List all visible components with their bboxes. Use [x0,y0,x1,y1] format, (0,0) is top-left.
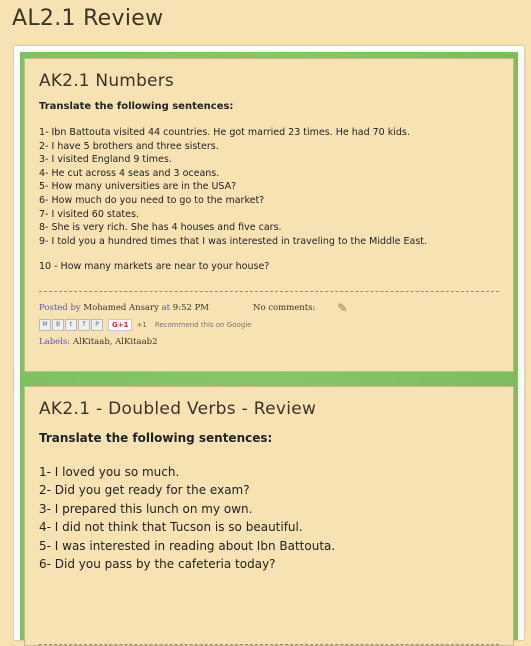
twitter-icon[interactable]: t [65,319,77,331]
sentence-list [39,126,499,248]
author-link[interactable]: Mohamed Ansary [83,303,159,314]
list-item: 7- I visited 60 states. [39,208,139,220]
list-item: 4- He cut across 4 seas and 3 oceans. [39,167,220,179]
edit-pencil-icon[interactable]: ✎ [337,301,348,316]
labels-row [39,337,499,347]
plus1-count: +1 [136,321,147,330]
recommend-text: Recommend this on Google [154,321,252,330]
facebook-icon[interactable]: f [78,319,90,331]
main-column [20,52,518,640]
list-item: 4- I did not think that Tucson is so beautiful. [39,520,303,535]
gplus-button[interactable]: G+1 [108,319,132,331]
list-item: 2- Did you get ready for the exam? [39,483,250,498]
post-doubled-verbs [24,386,514,646]
sentence-list [39,463,499,573]
share-bar [39,319,499,331]
outer-frame [14,46,524,640]
list-item: 5- How many universities are in the USA? [39,181,237,193]
list-item: 3- I prepared this lunch on my own. [39,501,253,516]
email-icon[interactable]: M [39,319,51,331]
at-label: at [161,303,171,314]
list-item: 1- Ibn Battouta visited 44 countries. He got married 23 times. He had 70 kids. [39,127,410,138]
list-item: 9- I told you a hundred times that I was interested in traveling to the Middle East. [39,235,428,247]
labels-label: Labels: [39,337,71,348]
post-time-link[interactable]: 9:52 PM [172,303,210,314]
comments-link[interactable]: No comments: [253,303,316,314]
pinterest-icon[interactable]: P [91,319,103,331]
post-divider [39,644,499,645]
labels-links[interactable]: AlKitaab, AlKitaab2 [72,337,158,348]
list-item: 5- I was interested in reading about Ibn Battouta. [39,538,336,553]
post-instruction: Translate the following sentences: [39,101,234,112]
blogthis-icon[interactable]: B [52,319,64,331]
post-instruction: Translate the following sentences: [39,431,273,445]
post-numbers [24,58,514,372]
list-item: 10 - How many markets are near to your house? [39,261,270,273]
post-title[interactable]: AK2.1 Numbers [39,71,174,91]
posted-by-label: Posted by [39,303,81,314]
list-item: 8- She is very rich. She has 4 houses and five cars. [39,222,282,234]
post-divider [39,291,499,292]
list-item: 1- I loved you so much. [39,465,180,479]
blog-title[interactable]: AL2.1 Review [12,6,164,31]
list-item: 3- I visited England 9 times. [39,154,172,166]
list-item: 2- I have 5 brothers and three sisters. [39,140,219,152]
list-item: 6- How much do you need to go to the market? [39,194,265,206]
post-footer [39,301,499,347]
list-item: 6- Did you pass by the cafeteria today? [39,557,276,572]
post-title[interactable]: AK2.1 - Doubled Verbs - Review [39,399,317,419]
